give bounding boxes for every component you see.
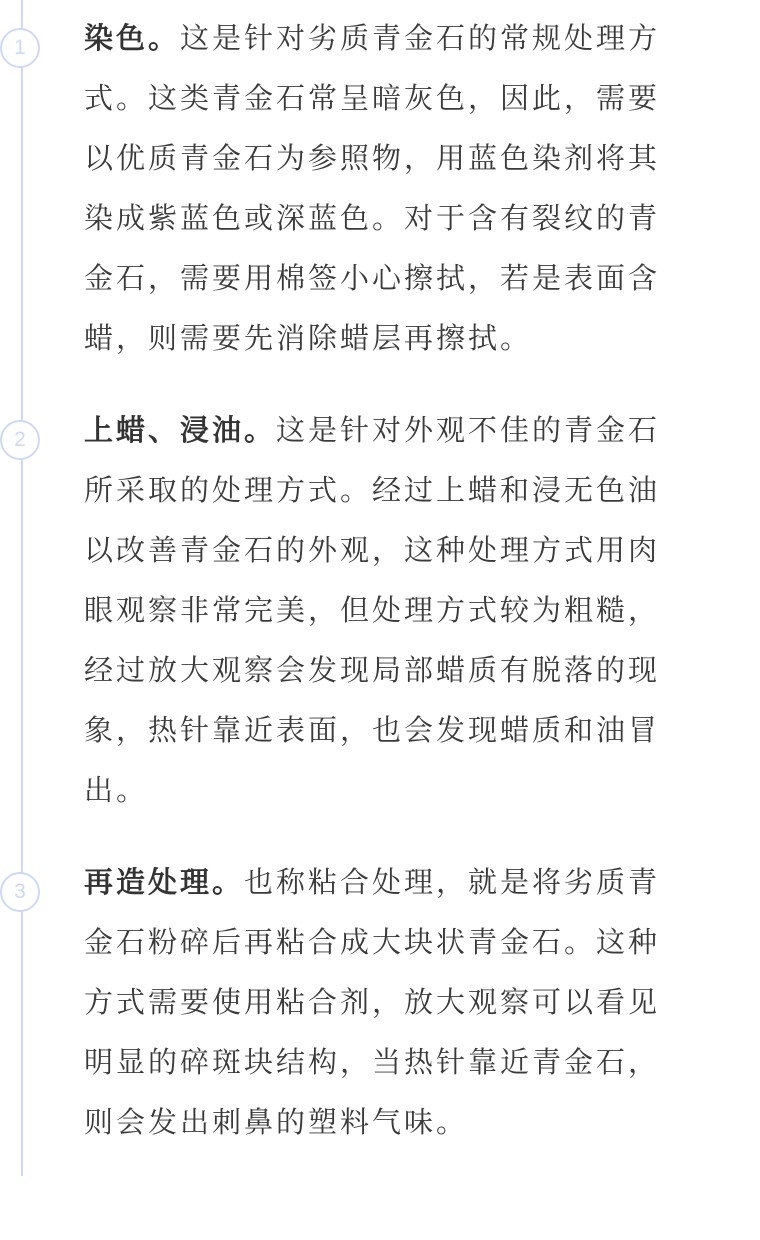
timeline-line [21,0,23,1176]
step-paragraph [84,400,684,820]
step-body: 这是针对外观不佳的青金石所采取的处理方式。经过上蜡和浸无色油以改善青金石的外观，这种处理方式用肉眼观察非常完美，但处理方式较为粗糙，经过放大观察会发现局部蜡质有脱落的现象，热针靠近表面，也会发现蜡质和油冒出。 [84,413,661,807]
step-title: 再造处理。 [84,865,245,899]
step-paragraph [84,8,684,368]
step-body: 这是针对劣质青金石的常规处理方式。这类青金石常呈暗灰色，因此，需要以优质青金石为参照物，用蓝色染剂将其染成紫蓝色或深蓝色。对于含有裂纹的青金石，需要用棉签小心擦拭，若是表面含蜡，则需要先消除蜡层再擦拭。 [84,21,661,355]
step-paragraph [84,852,684,1152]
step-number-badge: 1 [0,28,40,68]
step-number-badge: 2 [0,420,40,460]
step-title: 染色。 [84,21,181,55]
step-number-badge: 3 [0,872,40,912]
step-title: 上蜡、浸油。 [84,413,277,447]
step-body: 也称粘合处理，就是将劣质青金石粉碎后再粘合成大块状青金石。这种方式需要使用粘合剂，放大观察可以看见明显的碎斑块结构，当热针靠近青金石，则会发出刺鼻的塑料气味。 [84,865,661,1139]
